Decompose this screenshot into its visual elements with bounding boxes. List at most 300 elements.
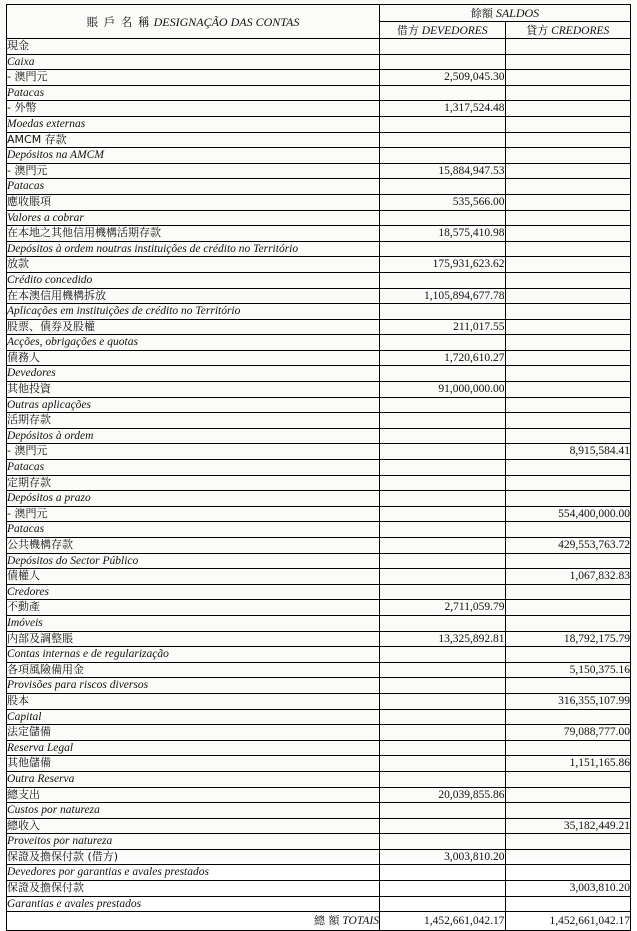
debit-value	[380, 54, 506, 70]
credit-value	[505, 70, 631, 86]
debit-value	[380, 771, 506, 787]
table-row	[7, 631, 631, 647]
credit-value	[505, 865, 631, 881]
credit-value	[505, 132, 631, 148]
credit-value	[505, 288, 631, 304]
credit-value	[505, 475, 631, 491]
account-name-text: 債權人	[7, 569, 40, 583]
account-name-text: - 澳門元	[7, 163, 48, 177]
credit-value	[505, 272, 631, 288]
account-name	[7, 491, 380, 507]
debit-value	[380, 647, 506, 663]
debit-value: 91,000,000.00	[380, 382, 506, 398]
account-name-text: 總支出	[7, 787, 40, 801]
account-name-text: 其他投資	[7, 382, 51, 396]
account-name-text: Caixa	[7, 55, 35, 68]
debit-value	[380, 335, 506, 351]
account-name-text: Devedores por garantias e avales prestados	[7, 866, 209, 879]
table-row	[7, 678, 631, 694]
account-name-text: Depósitos a prazo	[7, 492, 91, 505]
credit-value	[505, 584, 631, 600]
account-name	[7, 226, 380, 242]
debit-value	[380, 834, 506, 850]
table-row	[7, 553, 631, 569]
account-name-text: 法定儲備	[7, 725, 51, 739]
column-header-saldos-cn: 餘額	[470, 7, 493, 20]
account-name-text: Contas internas e de regularização	[7, 648, 169, 661]
table-row	[7, 849, 631, 865]
column-header-description-cn: 賬 戶 名 稱	[86, 14, 151, 29]
table-row	[7, 210, 631, 226]
debit-value: 1,720,610.27	[380, 350, 506, 366]
table-row	[7, 319, 631, 335]
column-header-debit-cn: 借方	[396, 24, 419, 37]
credit-value	[505, 647, 631, 663]
debit-value	[380, 709, 506, 725]
table-row	[7, 179, 631, 195]
account-name	[7, 506, 380, 522]
debit-value	[380, 818, 506, 834]
account-name-text: 保證及擔保付款 (借方)	[7, 849, 119, 863]
table-row	[7, 693, 631, 709]
table-row	[7, 896, 631, 912]
table-row	[7, 241, 631, 257]
account-name-text: Outras aplicações	[7, 398, 92, 411]
account-name	[7, 584, 380, 600]
table-row	[7, 538, 631, 554]
debit-value	[380, 397, 506, 413]
credit-value	[505, 257, 631, 273]
credit-value	[505, 39, 631, 55]
account-name	[7, 382, 380, 398]
table-row	[7, 272, 631, 288]
debit-value	[380, 366, 506, 382]
column-header-credit-pt: CREDORES	[551, 25, 610, 37]
debit-value	[380, 756, 506, 772]
table-row	[7, 584, 631, 600]
debit-value	[380, 475, 506, 491]
debit-value	[380, 413, 506, 429]
credit-value	[505, 428, 631, 444]
credit-value	[505, 787, 631, 803]
credit-value	[505, 491, 631, 507]
account-name	[7, 163, 380, 179]
column-header-debit-pt: DEVEDORES	[421, 25, 488, 37]
debit-value	[380, 896, 506, 912]
credit-value: 1,151,165.86	[505, 756, 631, 772]
table-row	[7, 382, 631, 398]
debit-value	[380, 803, 506, 819]
totals-label-pt: TOTAIS	[342, 915, 379, 928]
account-name	[7, 257, 380, 273]
debit-value	[380, 210, 506, 226]
table-row	[7, 865, 631, 881]
account-name	[7, 350, 380, 366]
credit-value	[505, 413, 631, 429]
account-name	[7, 787, 380, 803]
debit-value	[380, 444, 506, 460]
credit-value	[505, 319, 631, 335]
account-name-text: 定期存款	[7, 475, 51, 489]
table-row	[7, 662, 631, 678]
account-name	[7, 553, 380, 569]
account-name-text: 債務人	[7, 350, 40, 364]
account-name	[7, 756, 380, 772]
account-name	[7, 600, 380, 616]
account-name-text: 不動產	[7, 600, 40, 614]
account-name	[7, 85, 380, 101]
account-name	[7, 413, 380, 429]
table-row	[7, 771, 631, 787]
table-header	[7, 5, 631, 39]
account-name-text: Depósitos à ordem noutras instituições de crédito no Território	[7, 242, 299, 255]
account-name	[7, 631, 380, 647]
account-name	[7, 428, 380, 444]
debit-value	[380, 569, 506, 585]
account-name-text: Depósitos à ordem	[7, 429, 94, 442]
table-row	[7, 818, 631, 834]
account-name-text: Credores	[7, 585, 49, 598]
account-name	[7, 288, 380, 304]
debit-value: 175,931,623.62	[380, 257, 506, 273]
credit-value	[505, 304, 631, 320]
account-name-text: Proveitos por natureza	[7, 835, 113, 848]
debit-value: 13,325,892.81	[380, 631, 506, 647]
column-header-credit-cn: 貸方	[526, 24, 549, 37]
table-row	[7, 491, 631, 507]
account-name	[7, 460, 380, 476]
table-row	[7, 506, 631, 522]
credit-value	[505, 553, 631, 569]
account-name	[7, 397, 380, 413]
table-row	[7, 709, 631, 725]
debit-value	[380, 39, 506, 55]
account-name	[7, 647, 380, 663]
account-name-text: Imóveis	[7, 616, 43, 629]
credit-value: 554,400,000.00	[505, 506, 631, 522]
account-name-text: 總收入	[7, 818, 40, 832]
debit-value	[380, 132, 506, 148]
credit-value	[505, 85, 631, 101]
credit-value	[505, 771, 631, 787]
credit-value	[505, 54, 631, 70]
table-row	[7, 194, 631, 210]
debit-value: 1,105,894,677.78	[380, 288, 506, 304]
column-header-description	[7, 5, 380, 39]
credit-value	[505, 163, 631, 179]
table-row	[7, 366, 631, 382]
debit-value	[380, 85, 506, 101]
account-name-text: Outra Reserva	[7, 772, 75, 785]
credit-value: 8,915,584.41	[505, 444, 631, 460]
table-row	[7, 304, 631, 320]
account-name-text: 股票、債券及股權	[7, 319, 95, 333]
account-name-text: Moedas externas	[7, 117, 86, 130]
account-name-text: - 外幣	[7, 101, 37, 115]
debit-value: 2,509,045.30	[380, 70, 506, 86]
account-name	[7, 210, 380, 226]
table-row	[7, 335, 631, 351]
account-name-text: 在本澳信用機構拆放	[7, 288, 106, 302]
debit-value	[380, 116, 506, 132]
table-row	[7, 85, 631, 101]
account-name	[7, 771, 380, 787]
credit-value	[505, 896, 631, 912]
column-header-debit	[380, 22, 506, 39]
credit-value: 429,553,763.72	[505, 538, 631, 554]
credit-value	[505, 740, 631, 756]
account-name	[7, 179, 380, 195]
account-name-text: Patacas	[7, 461, 45, 474]
table-row	[7, 834, 631, 850]
table-row	[7, 226, 631, 242]
credit-value: 79,088,777.00	[505, 725, 631, 741]
totals-credit: 1,452,661,042.17	[505, 912, 631, 931]
account-name	[7, 444, 380, 460]
debit-value: 1,317,524.48	[380, 101, 506, 117]
account-name	[7, 803, 380, 819]
account-name-text: Valores a cobrar	[7, 211, 84, 224]
credit-value	[505, 241, 631, 257]
debit-value: 3,003,810.20	[380, 849, 506, 865]
account-name-text: Crédito concedido	[7, 273, 93, 286]
debit-value: 18,575,410.98	[380, 226, 506, 242]
account-name	[7, 834, 380, 850]
table-row	[7, 803, 631, 819]
account-name	[7, 319, 380, 335]
account-name-text: 放款	[7, 257, 29, 271]
account-name	[7, 241, 380, 257]
account-name-text: Depósitos na AMCM	[7, 149, 104, 162]
credit-value	[505, 834, 631, 850]
account-name-text: Capital	[7, 710, 42, 723]
debit-value	[380, 725, 506, 741]
account-name	[7, 132, 380, 148]
credit-value	[505, 350, 631, 366]
table-body	[7, 39, 631, 912]
debit-value: 211,017.55	[380, 319, 506, 335]
totals-debit: 1,452,661,042.17	[380, 912, 506, 931]
account-name	[7, 70, 380, 86]
account-name	[7, 522, 380, 538]
account-name	[7, 569, 380, 585]
table-row	[7, 70, 631, 86]
account-name	[7, 39, 380, 55]
table-row	[7, 116, 631, 132]
table-row	[7, 39, 631, 55]
debit-value	[380, 179, 506, 195]
account-name	[7, 335, 380, 351]
table-row	[7, 163, 631, 179]
account-name-text: AMCM 存款	[7, 132, 67, 146]
account-name-text: - 澳門元	[7, 70, 48, 84]
account-name	[7, 615, 380, 631]
debit-value	[380, 304, 506, 320]
table-row	[7, 257, 631, 273]
credit-value	[505, 397, 631, 413]
column-header-saldos-pt: SALDOS	[495, 6, 540, 20]
account-name	[7, 725, 380, 741]
account-name-text: - 澳門元	[7, 444, 48, 458]
debit-value	[380, 538, 506, 554]
table-row	[7, 54, 631, 70]
table-row	[7, 600, 631, 616]
balance-sheet-table	[6, 4, 631, 931]
table-row	[7, 522, 631, 538]
account-name	[7, 101, 380, 117]
table-row	[7, 787, 631, 803]
credit-value	[505, 194, 631, 210]
account-name	[7, 54, 380, 70]
table-row	[7, 881, 631, 897]
table-row	[7, 460, 631, 476]
account-name	[7, 194, 380, 210]
debit-value	[380, 553, 506, 569]
table-row	[7, 350, 631, 366]
totals-label	[7, 912, 380, 931]
credit-value	[505, 116, 631, 132]
credit-value	[505, 678, 631, 694]
credit-value	[505, 335, 631, 351]
table-row	[7, 397, 631, 413]
account-name-text: Patacas	[7, 523, 45, 536]
account-name	[7, 678, 380, 694]
totals-label-cn: 總 額	[313, 914, 340, 928]
table-row	[7, 475, 631, 491]
account-name	[7, 272, 380, 288]
account-name-text: Patacas	[7, 180, 45, 193]
credit-value	[505, 709, 631, 725]
credit-value: 5,150,375.16	[505, 662, 631, 678]
debit-value	[380, 740, 506, 756]
account-name	[7, 865, 380, 881]
debit-value	[380, 678, 506, 694]
table-row	[7, 725, 631, 741]
account-name	[7, 818, 380, 834]
debit-value	[380, 460, 506, 476]
credit-value: 3,003,810.20	[505, 881, 631, 897]
table-row	[7, 569, 631, 585]
credit-value	[505, 522, 631, 538]
account-name-text: 各項風險備用金	[7, 662, 84, 676]
account-name-text: Reserva Legal	[7, 741, 74, 754]
debit-value	[380, 865, 506, 881]
account-name	[7, 896, 380, 912]
account-name-text: 其他儲備	[7, 756, 51, 770]
credit-value	[505, 226, 631, 242]
debit-value	[380, 491, 506, 507]
account-name	[7, 475, 380, 491]
debit-value	[380, 272, 506, 288]
account-name-text: - 澳門元	[7, 506, 48, 520]
account-name-text: Garantias e avales prestados	[7, 897, 142, 910]
account-name-text: 在本地之其他信用機構活期存款	[7, 226, 161, 240]
column-header-saldos	[380, 5, 631, 22]
credit-value	[505, 615, 631, 631]
account-name	[7, 881, 380, 897]
credit-value	[505, 179, 631, 195]
table-row	[7, 148, 631, 164]
credit-value	[505, 101, 631, 117]
table-row	[7, 132, 631, 148]
credit-value	[505, 382, 631, 398]
debit-value	[380, 241, 506, 257]
table-row	[7, 756, 631, 772]
credit-value	[505, 849, 631, 865]
account-name-text: 應收賬項	[7, 194, 51, 208]
account-name	[7, 740, 380, 756]
debit-value	[380, 522, 506, 538]
account-name-text: 股本	[7, 693, 29, 707]
credit-value	[505, 366, 631, 382]
debit-value	[380, 881, 506, 897]
account-name	[7, 366, 380, 382]
table-row	[7, 288, 631, 304]
credit-value: 316,355,107.99	[505, 693, 631, 709]
debit-value: 2,711,059.79	[380, 600, 506, 616]
account-name	[7, 116, 380, 132]
account-name-text: 活期存款	[7, 413, 51, 427]
credit-value	[505, 210, 631, 226]
debit-value	[380, 693, 506, 709]
credit-value: 18,792,175.79	[505, 631, 631, 647]
table-row	[7, 101, 631, 117]
table-footer	[7, 912, 631, 931]
account-name-text: Provisões para riscos diversos	[7, 679, 149, 692]
table-row	[7, 615, 631, 631]
account-name-text: Custos por natureza	[7, 804, 100, 817]
debit-value: 15,884,947.53	[380, 163, 506, 179]
debit-value	[380, 662, 506, 678]
debit-value: 535,566.00	[380, 194, 506, 210]
debit-value	[380, 615, 506, 631]
account-name-text: Patacas	[7, 86, 45, 99]
table-row	[7, 647, 631, 663]
credit-value	[505, 600, 631, 616]
account-name-text: 内部及調整賬	[7, 631, 73, 645]
account-name-text: Devedores	[7, 367, 56, 380]
debit-value	[380, 584, 506, 600]
account-name	[7, 538, 380, 554]
table-row	[7, 740, 631, 756]
table-row	[7, 428, 631, 444]
credit-value	[505, 803, 631, 819]
account-name	[7, 709, 380, 725]
account-name	[7, 148, 380, 164]
debit-value	[380, 148, 506, 164]
account-name	[7, 662, 380, 678]
account-name-text: 保證及擔保付款	[7, 881, 84, 895]
account-name-text: 現金	[7, 39, 29, 52]
column-header-description-pt: DESIGNAÇÃO DAS CONTAS	[153, 14, 300, 29]
credit-value: 1,067,832.83	[505, 569, 631, 585]
table-row	[7, 413, 631, 429]
account-name	[7, 304, 380, 320]
credit-value	[505, 460, 631, 476]
account-name-text: 公共機構存款	[7, 538, 73, 551]
credit-value	[505, 148, 631, 164]
debit-value	[380, 428, 506, 444]
credit-value: 35,182,449.21	[505, 818, 631, 834]
column-header-credit	[505, 22, 631, 39]
debit-value: 20,039,855.86	[380, 787, 506, 803]
debit-value	[380, 506, 506, 522]
account-name-text: Aplicações em instituições de crédito no Território	[7, 305, 241, 318]
account-name-text: Depósitos do Sector Público	[7, 554, 139, 567]
account-name	[7, 849, 380, 865]
account-name-text: Acções, obrigações e quotas	[7, 336, 138, 349]
account-name	[7, 693, 380, 709]
